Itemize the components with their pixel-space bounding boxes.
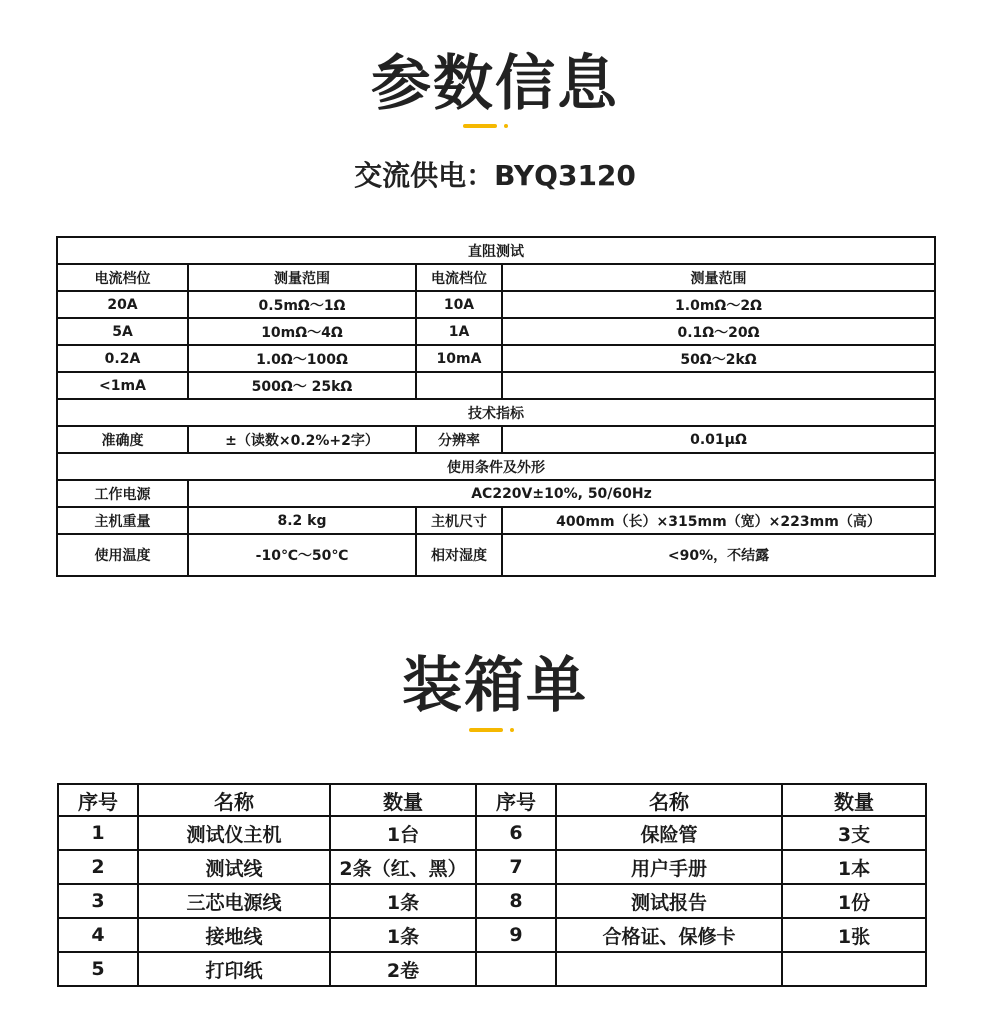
column-header: 电流档位 xyxy=(416,264,502,291)
table-cell xyxy=(416,372,502,399)
table-cell: 10mA xyxy=(416,345,502,372)
section-header-row xyxy=(57,453,935,480)
table-cell: 7 xyxy=(476,850,556,884)
table-cell: 三芯电源线 xyxy=(138,884,330,918)
table-cell: 测试线 xyxy=(138,850,330,884)
table-cell: 3 xyxy=(58,884,138,918)
table-cell: 5 xyxy=(58,952,138,986)
table-cell: <90%，不结露 xyxy=(502,534,935,576)
table-cell: 分辨率 xyxy=(416,426,502,453)
table-cell: 测试报告 xyxy=(556,884,782,918)
table-row xyxy=(57,318,935,345)
table-cell: -10℃～50℃ xyxy=(188,534,416,576)
table-cell: 0.1Ω～20Ω xyxy=(502,318,935,345)
table-row xyxy=(57,480,935,507)
table-cell xyxy=(782,952,926,986)
table-cell: 10mΩ～4Ω xyxy=(188,318,416,345)
table-cell: 0.2A xyxy=(57,345,188,372)
table-cell: 1本 xyxy=(782,850,926,884)
table-cell: 相对湿度 xyxy=(416,534,502,576)
table-cell: 5A xyxy=(57,318,188,345)
spec-title: 参数信息 xyxy=(371,49,619,119)
table-cell xyxy=(476,952,556,986)
table-cell: 用户手册 xyxy=(556,850,782,884)
model-subtitle: 交流供电：BYQ3120 xyxy=(354,159,636,192)
table-cell: 准确度 xyxy=(57,426,188,453)
table-row xyxy=(58,918,926,952)
table-cell: ±（读数×0.2%+2字） xyxy=(188,426,416,453)
table-cell: 测试仪主机 xyxy=(138,816,330,850)
table-cell: 1条 xyxy=(330,918,476,952)
table-cell: 2卷 xyxy=(330,952,476,986)
spec-title-accent-dot xyxy=(504,124,508,128)
section-header: 直阻测试 xyxy=(57,237,935,264)
table-cell: 主机重量 xyxy=(57,507,188,534)
table-cell: 0.01μΩ xyxy=(502,426,935,453)
table-row xyxy=(58,816,926,850)
table-cell: 保险管 xyxy=(556,816,782,850)
table-cell: 500Ω～ 25kΩ xyxy=(188,372,416,399)
table-row xyxy=(57,426,935,453)
table-cell: 8 xyxy=(476,884,556,918)
table-cell: 1A xyxy=(416,318,502,345)
spec-table xyxy=(56,236,936,577)
table-cell: 400mm（长）×315mm（宽）×223mm（高） xyxy=(502,507,935,534)
packing-table xyxy=(57,783,927,987)
spec-title-accent-bar xyxy=(463,124,497,128)
column-header-row xyxy=(57,264,935,291)
packing-title-accent-bar xyxy=(469,728,503,732)
table-cell: 0.5mΩ～1Ω xyxy=(188,291,416,318)
table-cell: <1mA xyxy=(57,372,188,399)
column-header: 测量范围 xyxy=(188,264,416,291)
table-cell: 打印纸 xyxy=(138,952,330,986)
table-row xyxy=(58,884,926,918)
table-cell: 2条（红、黑） xyxy=(330,850,476,884)
section-header: 技术指标 xyxy=(57,399,935,426)
table-cell: 主机尺寸 xyxy=(416,507,502,534)
column-header-row xyxy=(58,784,926,816)
table-cell xyxy=(556,952,782,986)
table-cell: 50Ω～2kΩ xyxy=(502,345,935,372)
section-header-row xyxy=(57,399,935,426)
table-cell: 1.0Ω～100Ω xyxy=(188,345,416,372)
table-cell: 4 xyxy=(58,918,138,952)
table-row xyxy=(58,850,926,884)
table-cell: 8.2 kg xyxy=(188,507,416,534)
table-row xyxy=(57,534,935,576)
table-cell: 6 xyxy=(476,816,556,850)
table-cell xyxy=(502,372,935,399)
section-header-row xyxy=(57,237,935,264)
table-cell: 1.0mΩ～2Ω xyxy=(502,291,935,318)
column-header: 序号 xyxy=(476,784,556,816)
table-cell: 1台 xyxy=(330,816,476,850)
table-cell: 接地线 xyxy=(138,918,330,952)
table-cell: 工作电源 xyxy=(57,480,188,507)
table-row xyxy=(57,291,935,318)
column-header: 数量 xyxy=(782,784,926,816)
column-header: 序号 xyxy=(58,784,138,816)
table-cell: 20A xyxy=(57,291,188,318)
column-header: 数量 xyxy=(330,784,476,816)
column-header: 电流档位 xyxy=(57,264,188,291)
table-cell: 1条 xyxy=(330,884,476,918)
table-cell: 1 xyxy=(58,816,138,850)
packing-title-accent-dot xyxy=(510,728,514,732)
table-cell: 10A xyxy=(416,291,502,318)
column-header: 名称 xyxy=(556,784,782,816)
table-cell: 1张 xyxy=(782,918,926,952)
table-cell: 使用温度 xyxy=(57,534,188,576)
table-cell: 1份 xyxy=(782,884,926,918)
table-row xyxy=(57,345,935,372)
table-cell: AC220V±10%, 50/60Hz xyxy=(188,480,935,507)
table-cell: 合格证、保修卡 xyxy=(556,918,782,952)
packing-title: 装箱单 xyxy=(402,651,588,721)
table-row xyxy=(57,507,935,534)
column-header: 名称 xyxy=(138,784,330,816)
column-header: 测量范围 xyxy=(502,264,935,291)
table-cell: 2 xyxy=(58,850,138,884)
table-cell: 9 xyxy=(476,918,556,952)
section-header: 使用条件及外形 xyxy=(57,453,935,480)
table-row xyxy=(58,952,926,986)
table-row xyxy=(57,372,935,399)
table-cell: 3支 xyxy=(782,816,926,850)
